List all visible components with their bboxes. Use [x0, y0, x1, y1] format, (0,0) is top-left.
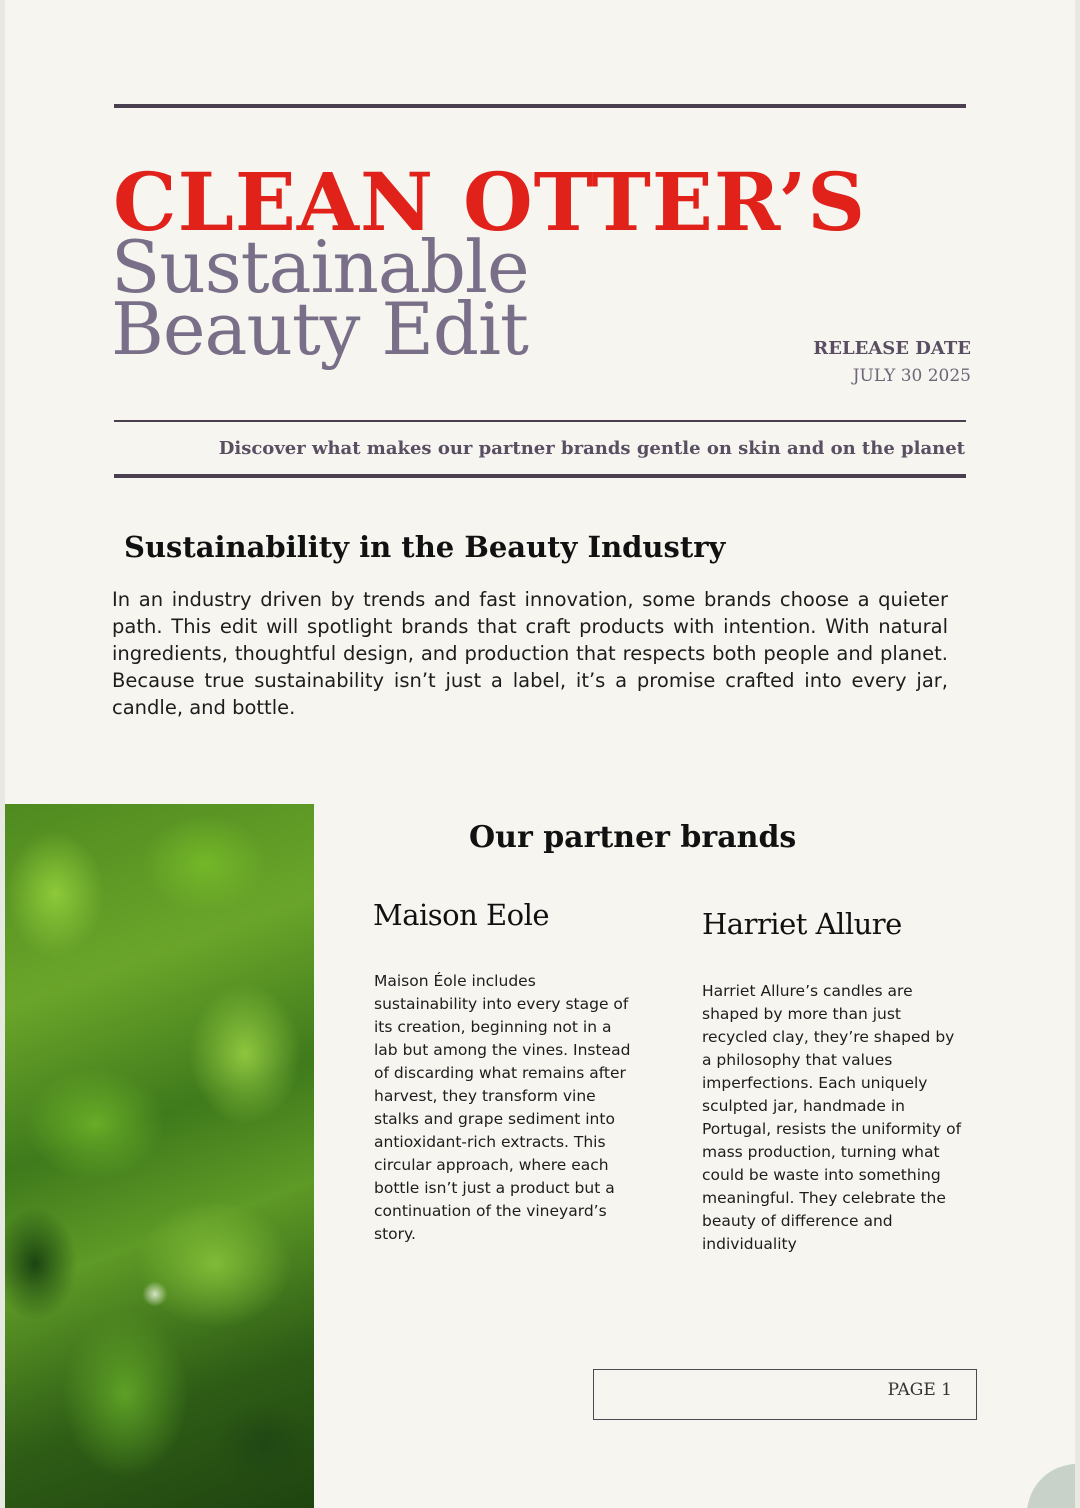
brand-name-maison-eole: Maison Eole [373, 898, 550, 932]
document-page [5, 0, 1075, 1508]
tagline-rule-top [114, 420, 966, 422]
brand-desc-maison-eole: Maison Éole includes sustainability into every stage of its creation, beginning not in a lab but among the vines. Instead of discarding what remains after harvest, they transform vine stalks and grape sediment into antioxidant-rich extracts. This circular approach, where each bottle isn’t just a product but a continuation of the vineyard’s story. [374, 972, 631, 1243]
partners-title: Our partner brands [469, 820, 797, 855]
release-date-label: RELEASE DATE [813, 338, 971, 359]
forest-canopy-photo [5, 804, 314, 1508]
brand-name-harriet-allure: Harriet Allure [702, 907, 902, 941]
masthead-subtitle [111, 225, 529, 371]
masthead-brand: CLEAN OTTER’S [113, 155, 867, 249]
page-number-box [593, 1369, 977, 1420]
masthead-subtitle-line1: Sustainable [111, 225, 529, 309]
top-rule [114, 104, 966, 108]
masthead-subtitle-line2: Beauty Edit [111, 287, 528, 371]
release-date-value: JULY 30 2025 [852, 366, 971, 386]
section-title: Sustainability in the Beauty Industry [124, 530, 726, 564]
corner-decoration [1027, 1464, 1075, 1508]
tagline-rule-bottom [114, 474, 966, 478]
tagline: Discover what makes our partner brands gentle on skin and on the planet [218, 438, 965, 459]
page-number: PAGE 1 [887, 1380, 952, 1400]
intro-paragraph: In an industry driven by trends and fast innovation, some brands choose a quieter path. This edit will spotlight brands that craft products with intention. With natural ingredients, thoughtful design, and production that respects both people and planet. Because true sustainability isn’t just a label, it’s a promise crafted into every jar, candle, and bottle. [112, 588, 948, 719]
brand-desc-harriet-allure: Harriet Allure’s candles are shaped by more than just recycled clay, they’re shaped by a philosophy that values imperfections. Each uniquely sculpted jar, handmade in Portugal, resists the uniformity of mass production, turning what could be waste into something meaningful. They celebrate the beauty of difference and individuality [702, 982, 962, 1253]
